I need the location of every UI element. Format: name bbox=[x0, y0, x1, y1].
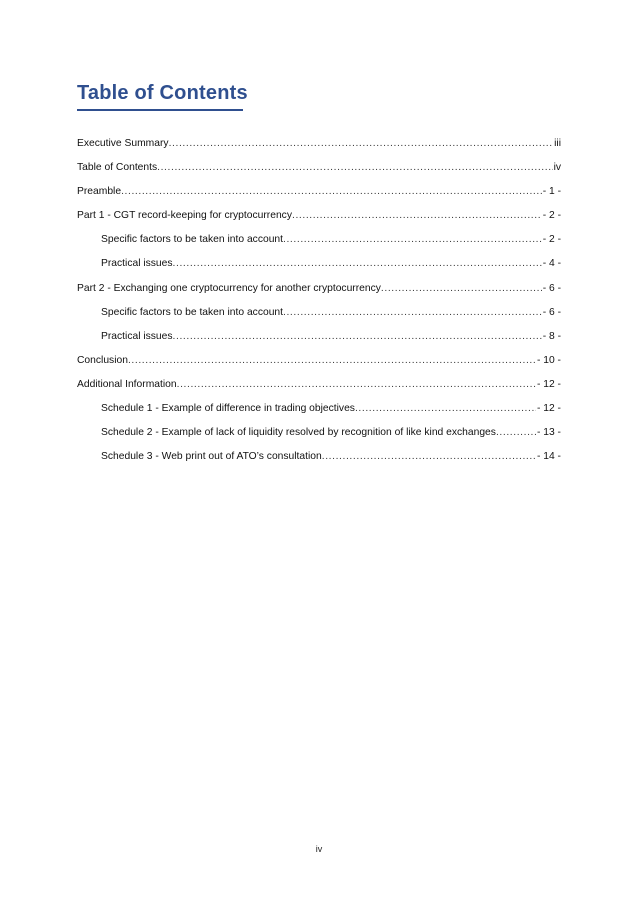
toc-entry-part-2[interactable] bbox=[77, 283, 561, 307]
toc-entry-schedule-3[interactable] bbox=[77, 451, 561, 475]
toc-page-number: - 8 - bbox=[542, 330, 561, 342]
dot-leader bbox=[121, 186, 542, 198]
toc-entry-executive-summary[interactable] bbox=[77, 138, 561, 162]
toc-entry-title: Schedule 1 - Example of difference in trading objectives bbox=[101, 403, 355, 415]
toc-page-number: - 2 - bbox=[542, 210, 561, 222]
toc-entry-additional-information[interactable] bbox=[77, 379, 561, 403]
dot-leader bbox=[157, 162, 552, 174]
toc-page-number: - 10 - bbox=[536, 354, 561, 366]
dot-leader bbox=[283, 234, 542, 246]
toc-entry-title: Schedule 2 - Example of lack of liquidity resolved by recognition of like kind exchanges bbox=[101, 427, 496, 439]
dot-leader bbox=[177, 379, 536, 391]
toc-entry-title: Preamble bbox=[77, 186, 122, 198]
toc-page-number: - 1 - bbox=[542, 186, 561, 198]
dot-leader bbox=[381, 283, 542, 295]
toc-page-number: - 6 - bbox=[542, 282, 561, 294]
toc-entry-title: Specific factors to be taken into account bbox=[101, 306, 284, 318]
toc-page-number: - 4 - bbox=[542, 258, 561, 270]
title-underline bbox=[77, 109, 243, 111]
toc-entry-schedule-2[interactable] bbox=[77, 427, 561, 451]
toc-entry-title: Part 2 - Exchanging one cryptocurrency for another cryptocurrency bbox=[77, 282, 381, 294]
dot-leader bbox=[322, 451, 536, 463]
dot-leader bbox=[496, 427, 536, 439]
dot-leader bbox=[173, 258, 542, 270]
toc-page-number: - 2 - bbox=[542, 234, 561, 246]
toc-entry-part-1-practical-issues[interactable] bbox=[77, 258, 561, 282]
toc-entry-conclusion[interactable] bbox=[77, 355, 561, 379]
toc-entry-part-1[interactable] bbox=[77, 210, 561, 234]
toc-entry-part-2-practical-issues[interactable] bbox=[77, 331, 561, 355]
toc-page-number: - 6 - bbox=[542, 306, 561, 318]
page-number: iv bbox=[315, 844, 323, 854]
toc-entry-title: Conclusion bbox=[77, 354, 128, 366]
toc-entry-part-1-specific-factors[interactable] bbox=[77, 234, 561, 258]
table-of-contents bbox=[77, 138, 561, 475]
toc-page-number: - 13 - bbox=[536, 427, 561, 439]
dot-leader bbox=[355, 403, 536, 415]
toc-entry-part-2-specific-factors[interactable] bbox=[77, 307, 561, 331]
toc-entry-title: Practical issues bbox=[101, 330, 173, 342]
toc-entry-title: Specific factors to be taken into account bbox=[101, 234, 284, 246]
toc-page-number: - 12 - bbox=[536, 378, 561, 390]
page-title: Table of Contents bbox=[77, 82, 248, 104]
toc-entry-title: Schedule 3 - Web print out of ATO’s consultation bbox=[101, 451, 322, 463]
toc-page-number: - 12 - bbox=[536, 403, 561, 415]
toc-page-number: iii bbox=[554, 138, 561, 149]
toc-entry-title: Executive Summary bbox=[77, 138, 169, 149]
toc-entry-preamble[interactable] bbox=[77, 186, 561, 210]
toc-entry-title: Table of Contents bbox=[77, 162, 158, 174]
toc-entry-title: Part 1 - CGT record-keeping for cryptocurrency bbox=[77, 210, 292, 222]
toc-entry-schedule-1[interactable] bbox=[77, 403, 561, 427]
dot-leader bbox=[173, 331, 542, 343]
toc-page-number: - 14 - bbox=[536, 451, 561, 463]
dot-leader bbox=[128, 355, 536, 367]
toc-page-number: iv bbox=[553, 162, 561, 174]
toc-entry-title: Additional Information bbox=[77, 378, 177, 390]
toc-entry-title: Practical issues bbox=[101, 258, 173, 270]
dot-leader bbox=[283, 307, 542, 319]
dot-leader bbox=[292, 210, 542, 222]
toc-entry-table-of-contents[interactable] bbox=[77, 162, 561, 186]
dot-leader bbox=[169, 138, 554, 150]
